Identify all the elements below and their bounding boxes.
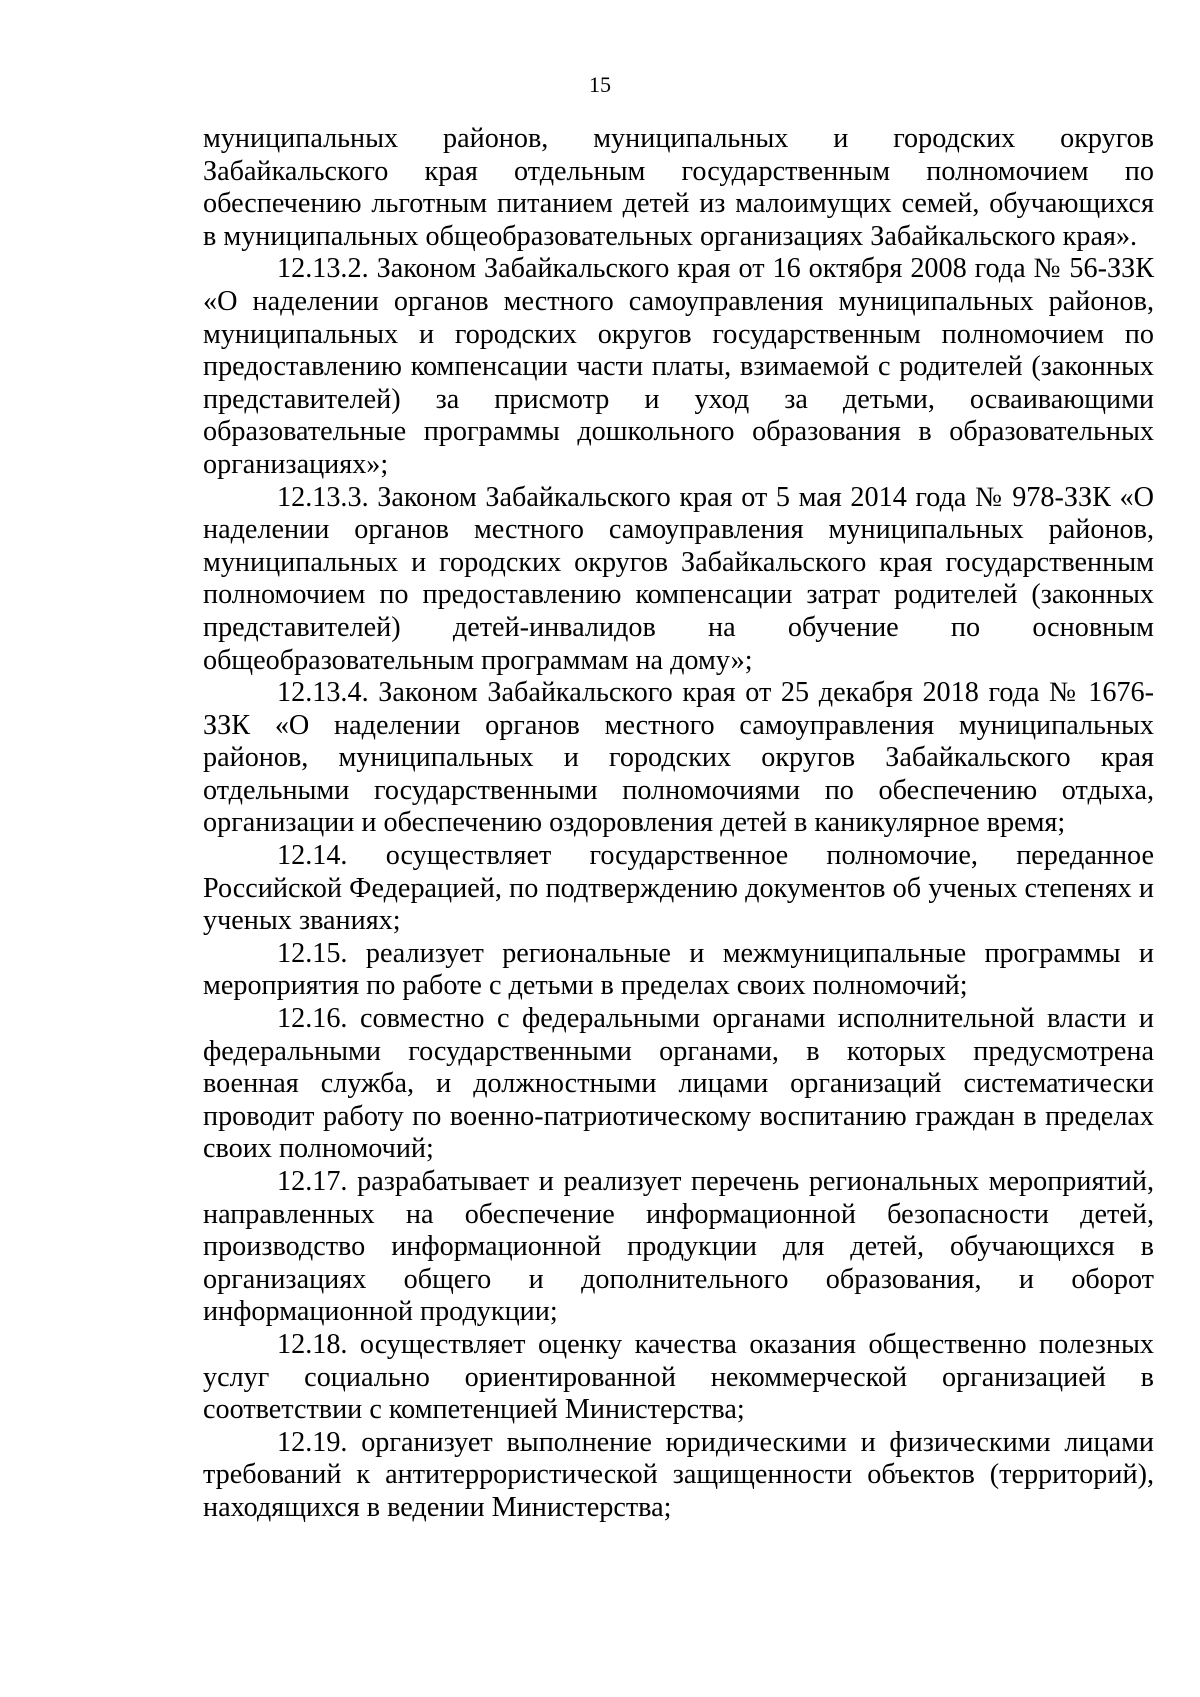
paragraph-12-13-3: 12.13.3. Законом Забайкальского края от 5 мая 2014 года № 978-ЗЗК «О наделении органов местного самоуправления муниципальных районов, муниципальных и городских округов Забайкальского края государственным полномочием по предоставлению компенсации затрат родителей (законных представителей) детей-инвалидов на обучение по основным общеобразовательным программам на дому»; bbox=[203, 481, 1154, 676]
page-number: 15 bbox=[589, 72, 611, 97]
paragraph-12-14: 12.14. осуществляет государственное полномочие, переданное Российской Федерацией, по подтверждению документов об ученых степенях и ученых званиях; bbox=[203, 840, 1154, 937]
paragraph-12-18: 12.18. осуществляет оценку качества оказания общественно полезных услуг социально ориентированной некоммерческой организацией в соответствии с компетенцией Министерства; bbox=[203, 1328, 1154, 1426]
paragraph-12-16: 12.16. совместно с федеральными органами исполнительной власти и федеральными государственными органами, в которых предусмотрена военная служба, и должностными лицами организаций систематически проводит работу по военно-патриотическому воспитанию граждан в пределах своих полномочий; bbox=[203, 1003, 1154, 1165]
paragraph-12-15: 12.15. реализует региональные и межмуниципальные программы и мероприятия по работе с детьми в пределах своих полномочий; bbox=[203, 937, 1154, 1002]
paragraph-12-19: 12.19. организует выполнение юридическими и физическими лицами требований к антитеррористической защищенности объектов (территорий), находящихся в ведении Министерства; bbox=[203, 1426, 1154, 1523]
paragraph-12-17: 12.17. разрабатывает и реализует перечень региональных мероприятий, направленных на обеспечение информационной безопасности детей, производство информационной продукции для детей, обучающихся в организациях общего и дополнительного образования, и оборот информационной продукции; bbox=[203, 1166, 1154, 1328]
paragraph-12-13-4: 12.13.4. Законом Забайкальского края от 25 декабря 2018 года № 1676-ЗЗК «О наделении органов местного самоуправления муниципальных районов, муниципальных и городских округов Забайкальского края отдельными государственными полномочиями по обеспечению отдыха, организации и обеспечению оздоровления детей в каникулярное время; bbox=[203, 677, 1154, 839]
document-body bbox=[203, 123, 1154, 1525]
paragraph-continuation: муниципальных районов, муниципальных и городских округов Забайкальского края отдельным государственным полномочием по обеспечению льготным питанием детей из малоимущих семей, обучающихся в муниципальных общеобразовательных организациях Забайкальского края». bbox=[203, 123, 1154, 252]
paragraph-12-13-2: 12.13.2. Законом Забайкальского края от 16 октября 2008 года № 56-ЗЗК «О наделении органов местного самоуправления муниципальных районов, муниципальных и городских округов государственным полномочием по предоставлению компенсации части платы, взимаемой с родителей (законных представителей) за присмотр и уход за детьми, осваивающими образовательные программы дошкольного образования в образовательных организациях»; bbox=[203, 253, 1154, 480]
